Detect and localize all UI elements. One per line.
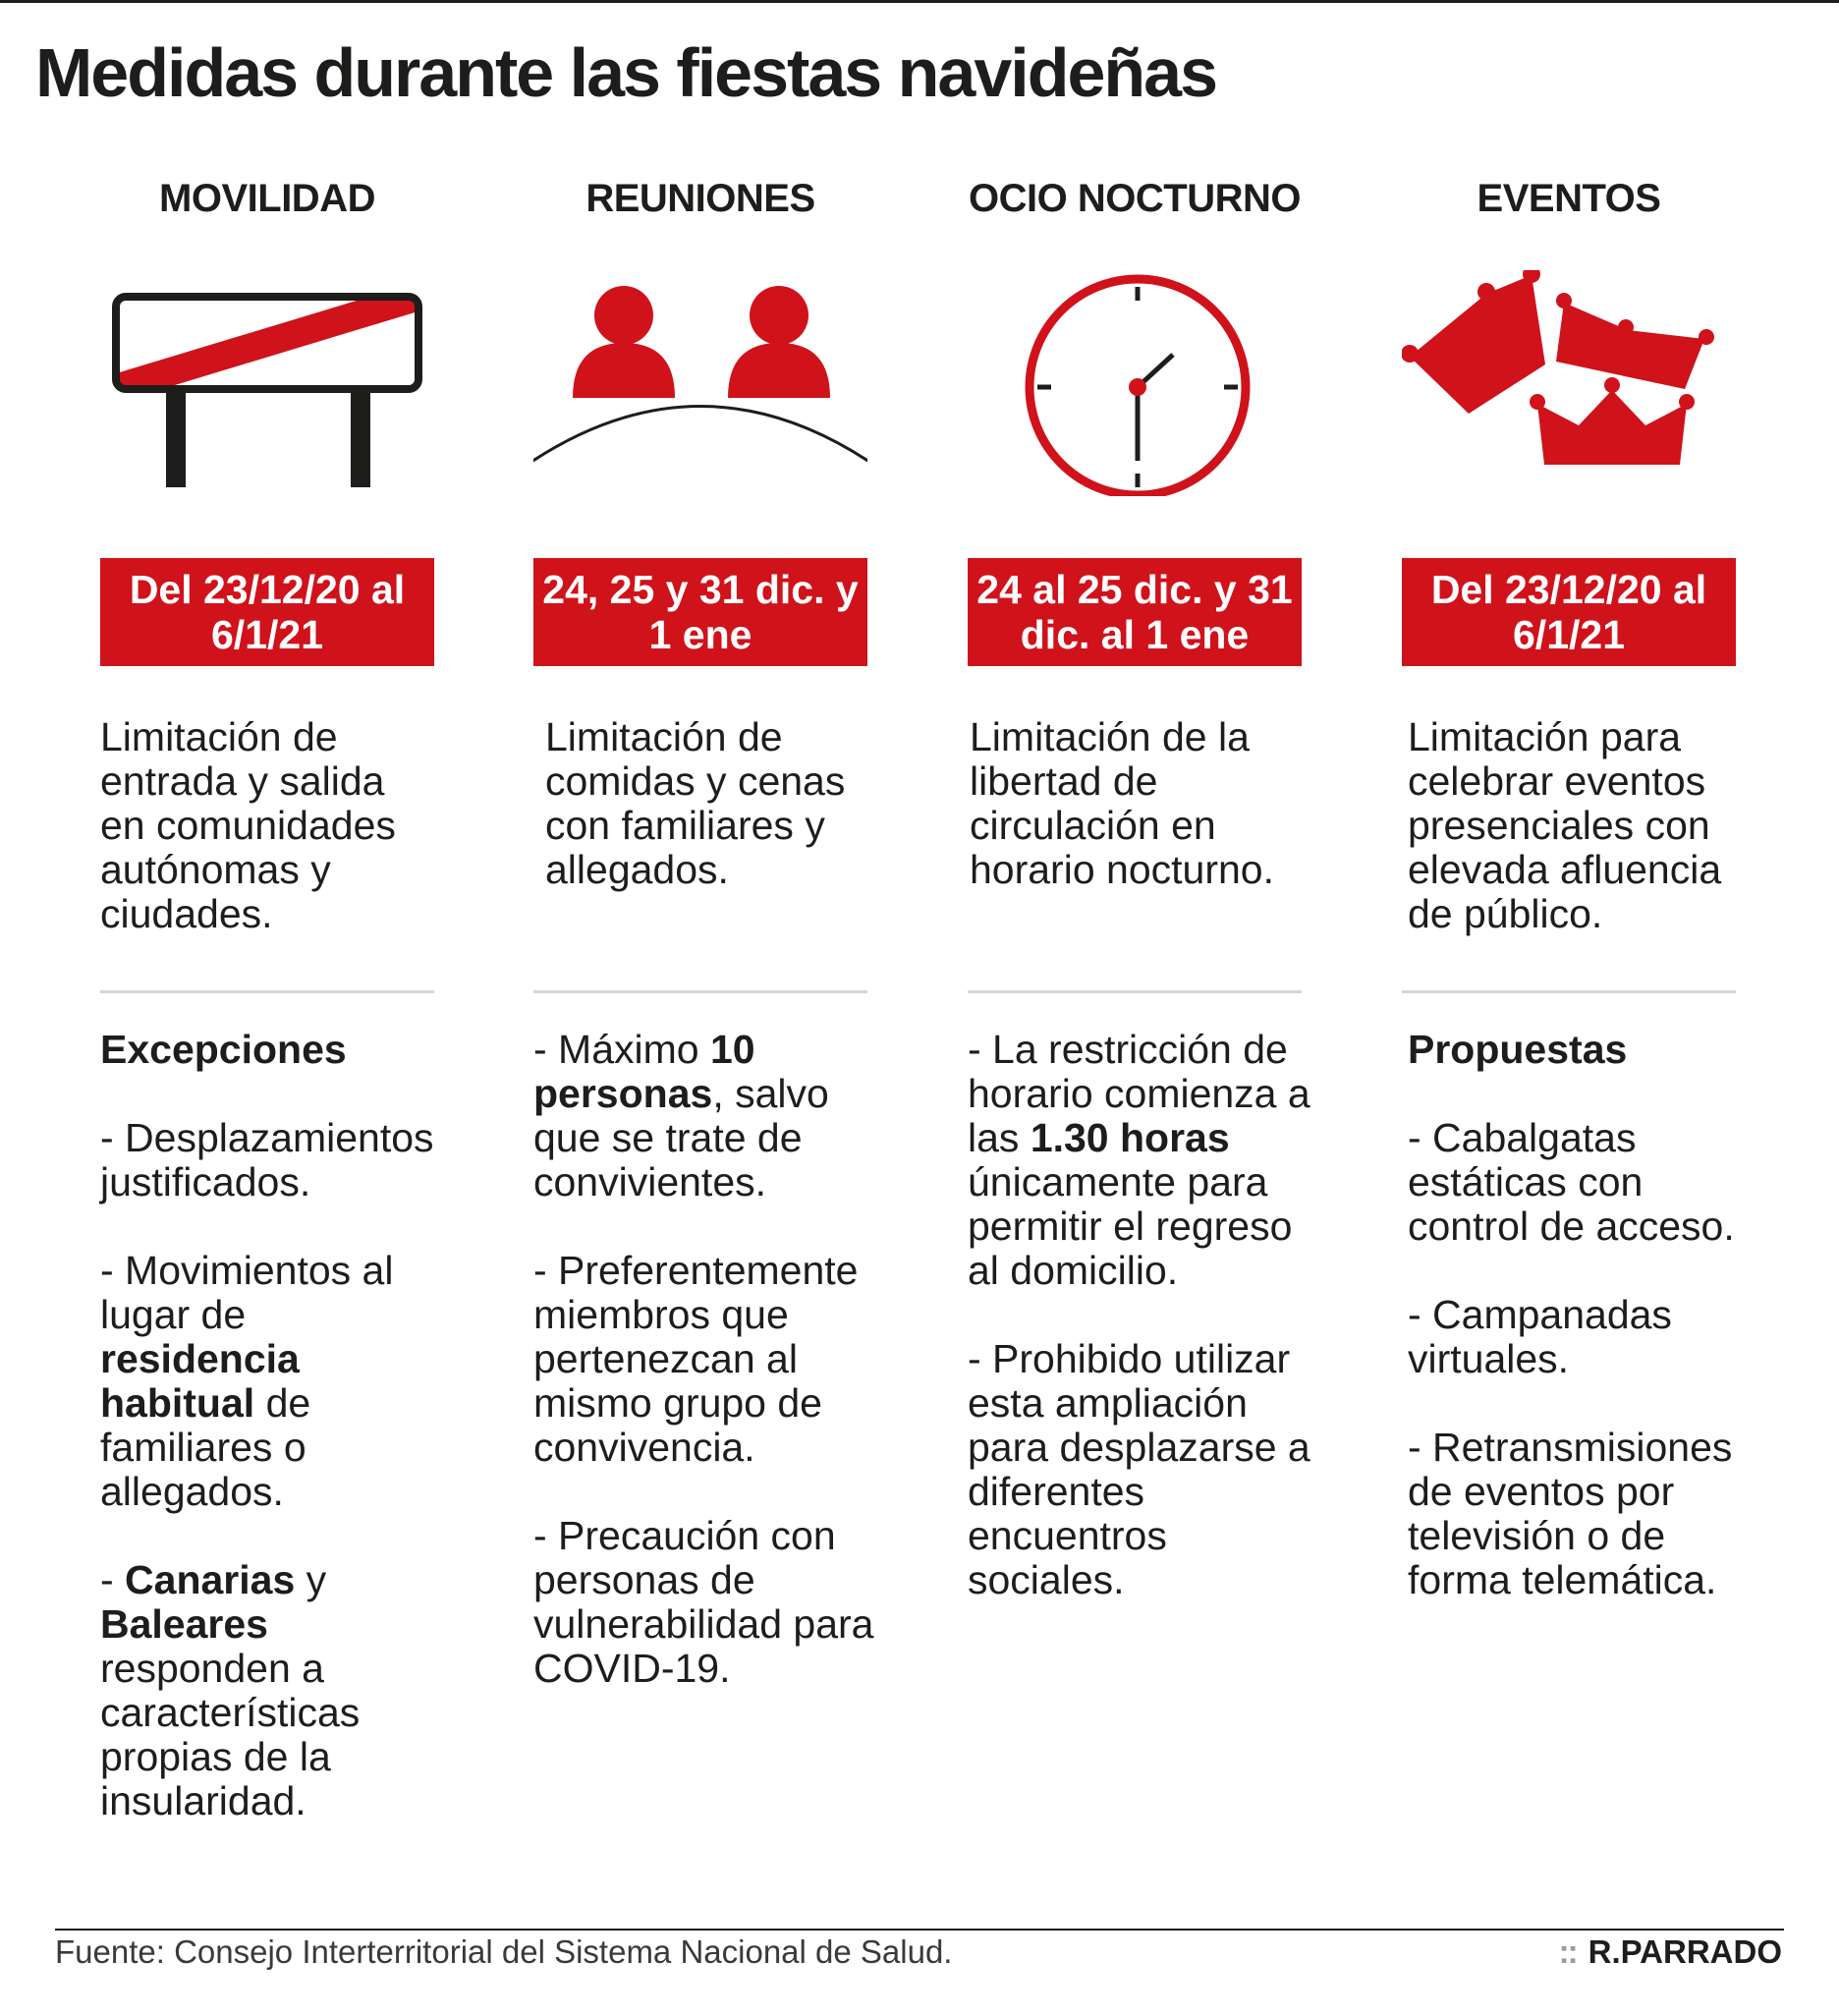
column-heading: OCIO NOCTURNO [969, 177, 1301, 220]
list-item: - Prohibido utilizar esta ampliación para desplazarse a diferentes encuentros sociales. [968, 1336, 1310, 1602]
emphasis: 10 personas [533, 1027, 755, 1116]
description: Limitación de la libertad de circulación en horario nocturno. [970, 714, 1274, 892]
details [1408, 1028, 1752, 1647]
description: Limitación para celebrar eventos presenciales con elevada afluencia de público. [1408, 714, 1722, 936]
list-item: - Máximo 10 personas, salvo que se trate de convivientes. [533, 1027, 829, 1204]
list-item: - Retransmisiones de eventos por televisión o de forma telemática. [1408, 1425, 1733, 1602]
description: Limitación de entrada y salida en comunidades autónomas y ciudades. [100, 714, 396, 936]
sub-heading: Excepciones [100, 1027, 347, 1072]
date-badge: Del 23/12/20 al 6/1/21 [1402, 558, 1736, 666]
credit-dots: :: [1558, 1933, 1577, 1970]
top-rule [0, 0, 1839, 3]
list-item: - Preferentemente miembros que pertenezcan al mismo grupo de convivencia. [533, 1248, 859, 1470]
date-badge: Del 23/12/20 al 6/1/21 [100, 558, 434, 666]
list-item: - Movimientos al lugar de residencia habitual de familiares o allegados. [100, 1248, 394, 1514]
source-note: Fuente: Consejo Interterritorial del Sistema Nacional de Salud. [55, 1933, 953, 1970]
emphasis: Canarias [125, 1557, 296, 1602]
list-item: - Precaución con personas de vulnerabilidad para COVID-19. [533, 1513, 874, 1691]
divider [1402, 990, 1736, 993]
list-item: - La restricción de horario comienza a las 1.30 horas únicamente para permitir el regreso al domicilio. [968, 1027, 1310, 1293]
column-heading: EVENTOS [1477, 177, 1661, 220]
date-badge: 24, 25 y 31 dic. y 1 ene [533, 558, 867, 666]
description: Limitación de comidas y cenas con familiares y allegados. [545, 714, 846, 892]
credit-name: R.PARRADO [1588, 1933, 1782, 1970]
list-item: - Desplazamientos justificados. [100, 1115, 434, 1204]
column-heading: REUNIONES [585, 177, 815, 220]
divider [968, 990, 1302, 993]
divider [533, 990, 867, 993]
list-item: - Cabalgatas estáticas con control de acceso. [1408, 1115, 1735, 1249]
road-sign-icon [100, 270, 434, 496]
details [968, 1028, 1311, 1647]
column-heading: MOVILIDAD [159, 177, 375, 220]
sub-heading: Propuestas [1408, 1027, 1628, 1072]
clock-icon [968, 270, 1302, 496]
people-icon [533, 270, 867, 496]
list-item: - Campanadas virtuales. [1408, 1292, 1672, 1381]
emphasis: Baleares [100, 1601, 268, 1647]
date-badge: 24 al 25 dic. y 31 dic. al 1 ene [968, 558, 1302, 666]
divider [100, 990, 434, 993]
emphasis: 1.30 horas [1030, 1115, 1230, 1160]
crowns-icon [1402, 270, 1736, 496]
emphasis: residencia habitual [100, 1336, 300, 1426]
details [100, 1028, 444, 1868]
page-title: Medidas durante las fiestas navideñas [35, 34, 1217, 111]
author-credit [1559, 1933, 1782, 1971]
details [533, 1028, 877, 1735]
bottom-rule [55, 1929, 1784, 1931]
list-item: - Canarias y Baleares responden a características propias de la insularidad. [100, 1557, 361, 1823]
